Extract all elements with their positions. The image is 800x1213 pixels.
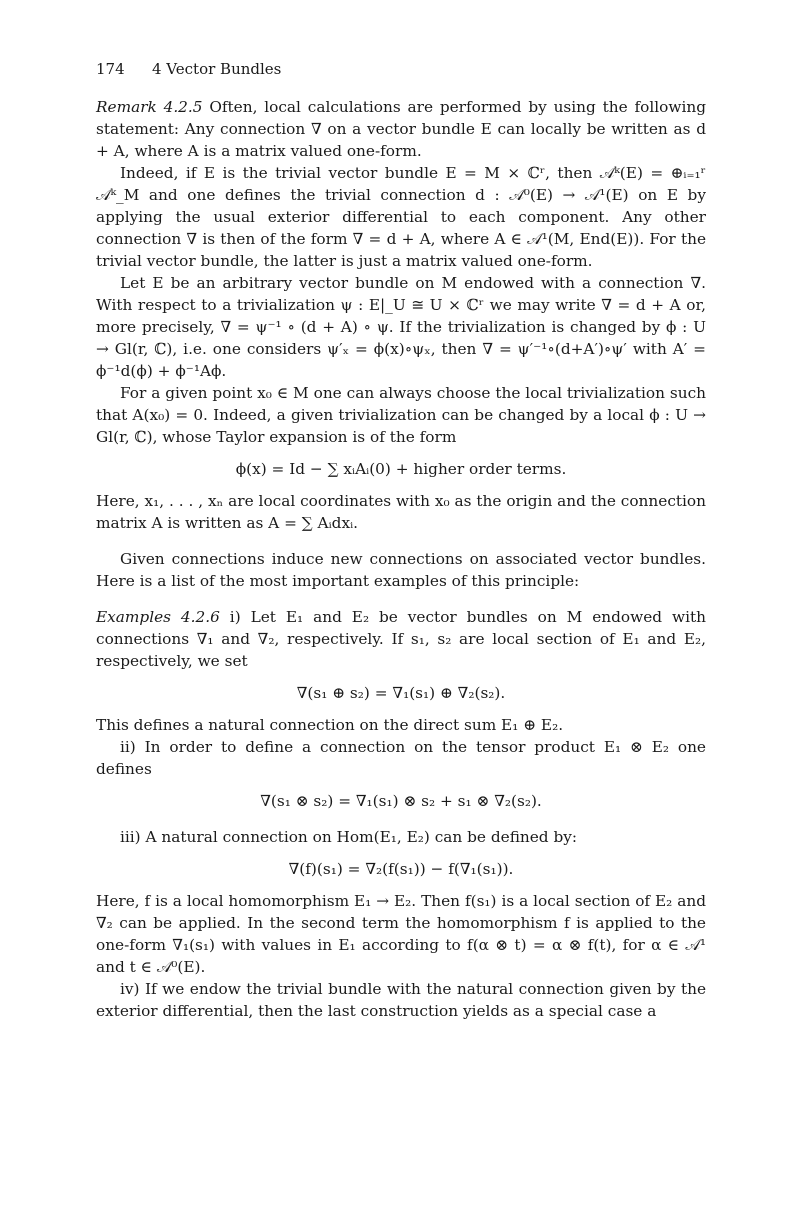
paragraph-trivial-bundle: Indeed, if E is the trivial vector bundle E = M × ℂʳ, then 𝒜ᵏ(E) = ⊕ᵢ₌₁ʳ 𝒜ᵏ_M and one defines the trivial connection d : 𝒜⁰(E) → 𝒜¹(E) on E by applying the usual exterior differential to each component. Any other connection ∇ is then of the form ∇ = d + A, where A ∈ 𝒜¹(M, End(E)). For the trivial vector bundle, the latter is just a matrix valued one-form. [96, 164, 706, 270]
remark-label: Remark 4.2.5 [96, 98, 203, 116]
paragraph-local-choice: For a given point x₀ ∈ M one can always choose the local trivialization such that A(x₀) = 0. Indeed, a given trivialization can be changed by a local ϕ : U → Gl(r, ℂ), whose Taylor expansion is of the form [96, 384, 706, 446]
running-title: 4 Vector Bundles [152, 60, 282, 78]
paragraph-examples-intro: Given connections induce new connections on associated vector bundles. Here is a list of the most important examples of this principle: [96, 550, 706, 590]
running-header [96, 60, 281, 78]
paragraph-hom: Here, f is a local homomorphism E₁ → E₂. Then f(s₁) is a local section of E₂ and ∇₂ can be applied. In the second term the homomorphism f is applied to the one-form ∇₁(s₁) with values in E₁ according to f(α ⊗ t) = α ⊗ f(t), for α ∈ 𝒜¹ and t ∈ 𝒜⁰(E). [96, 892, 706, 976]
examples-item-ii: ii) In order to define a connection on the tensor product E₁ ⊗ E₂ one defines [96, 738, 706, 778]
paragraph-direct-sum: This defines a natural connection on the direct sum E₁ ⊕ E₂. [96, 716, 564, 734]
remark-paragraph [96, 96, 706, 162]
page-body [96, 96, 706, 1022]
examples-item-iv: iv) If we endow the trivial bundle with the natural connection given by the exterior differential, then the last construction yields as a special case a [96, 980, 706, 1020]
examples-label: Examples 4.2.6 [96, 608, 220, 626]
paragraph-trivialization: Let E be an arbitrary vector bundle on M endowed with a connection ∇. With respect to a trivialization ψ : E|_U ≅ U × ℂʳ we may write ∇ = d + A or, more precisely, ∇ = ψ⁻¹ ∘ (d + A) ∘ ψ. If the trivialization is changed by ϕ : U → Gl(r, ℂ), i.e. one considers ψ′ₓ = ϕ(x)∘ψₓ, then ∇ = ψ′⁻¹∘(d+A′)∘ψ′ with A′ = ϕ⁻¹d(ϕ) + ϕ⁻¹Aϕ. [96, 274, 706, 380]
page-number: 174 [96, 60, 125, 78]
paragraph-coordinates: Here, x₁, . . . , xₙ are local coordinates with x₀ as the origin and the connection matrix A is written as A = ∑ Aᵢdxᵢ. [96, 492, 706, 532]
equation-taylor: ϕ(x) = Id − ∑ xᵢAᵢ(0) + higher order terms. [235, 460, 567, 478]
equation-tensor: ∇(s₁ ⊗ s₂) = ∇₁(s₁) ⊗ s₂ + s₁ ⊗ ∇₂(s₂). [260, 792, 542, 810]
remark-text: Often, local calculations are performed by using the following statement: Any connection ∇ on a vector bundle E can locally be written as d + A, where A is a matrix valued one-form. [96, 98, 706, 160]
examples-item-iii: iii) A natural connection on Hom(E₁, E₂) can be defined by: [120, 828, 578, 846]
equation-direct-sum: ∇(s₁ ⊕ s₂) = ∇₁(s₁) ⊕ ∇₂(s₂). [296, 684, 506, 702]
equation-hom: ∇(f)(s₁) = ∇₂(f(s₁)) − f(∇₁(s₁)). [288, 860, 514, 878]
examples-item-i [96, 606, 706, 672]
examples-item-i-text: i) Let E₁ and E₂ be vector bundles on M endowed with connections ∇₁ and ∇₂, respectively. If s₁, s₂ are local section of E₁ and E₂, respectively, we set [96, 608, 706, 670]
